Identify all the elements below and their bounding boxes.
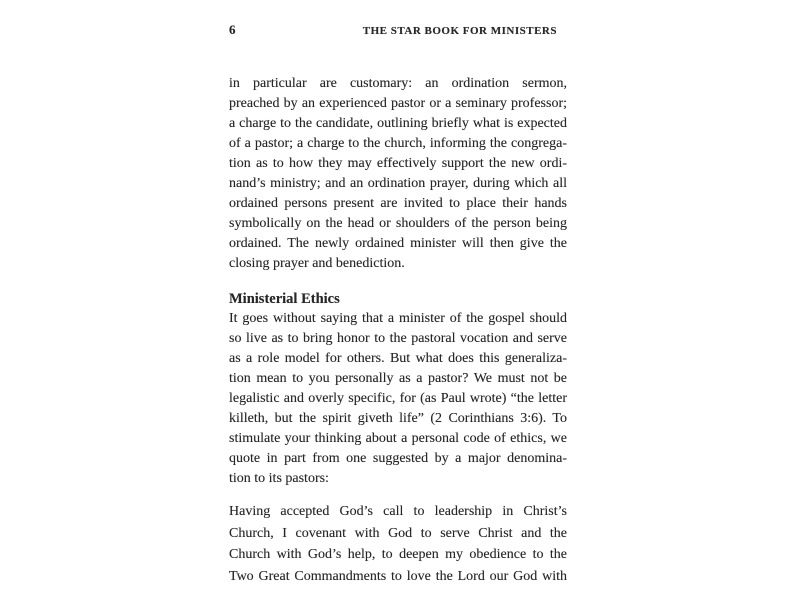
text-line: in particular are customary: an ordination sermon, bbox=[229, 76, 567, 91]
text-line: nand’s ministry; and an ordination prayer, during which all bbox=[229, 176, 567, 191]
body-text bbox=[229, 74, 567, 587]
text-line: preached by an experienced pastor or a seminary professor; bbox=[229, 96, 567, 111]
text-line: tion as to how they may effectively support the new ordi- bbox=[229, 156, 567, 171]
text-line: ordained. The newly ordained minister will then give the bbox=[229, 236, 567, 251]
page-number: 6 bbox=[229, 22, 236, 37]
text-block bbox=[229, 22, 567, 587]
text-line: quote in part from one suggested by a major denomina- bbox=[229, 451, 567, 466]
text-line: symbolically on the head or shoulders of the person being bbox=[229, 216, 567, 231]
text-line: legalistic and overly specific, for (as Paul wrote) “the letter bbox=[229, 391, 567, 406]
section-heading: Ministerial Ethics bbox=[229, 291, 340, 307]
text-line: Church with God’s help, to deepen my obedience to the bbox=[229, 547, 567, 562]
page-header bbox=[229, 22, 567, 37]
text-line: tion mean to you personally as a pastor? We must not be bbox=[229, 371, 567, 386]
paragraph-ministerial-ethics bbox=[229, 309, 567, 489]
text-line: stimulate your thinking about a personal code of ethics, we bbox=[229, 431, 567, 446]
text-line: closing prayer and benediction. bbox=[229, 256, 405, 271]
text-line: Church, I covenant with God to serve Christ and the bbox=[229, 525, 567, 541]
paragraph-ordination bbox=[229, 74, 567, 274]
text-line: Having accepted God’s call to leadership in Christ’s bbox=[229, 504, 567, 519]
text-line: so live as to bring honor to the pastoral vocation and serve bbox=[229, 331, 567, 346]
text-line: of a pastor; a charge to the church, informing the congrega- bbox=[229, 136, 567, 151]
running-head: THE STAR BOOK FOR MINISTERS bbox=[362, 25, 557, 37]
text-line: killeth, but the spirit giveth life” (2 Corinthians 3:6). To bbox=[229, 411, 567, 426]
covenant-quote bbox=[229, 501, 567, 587]
text-line: Two Great Commandments to love the Lord our God with bbox=[229, 568, 567, 584]
text-line: ordained persons present are invited to place their hands bbox=[229, 196, 567, 211]
text-line: It goes without saying that a minister of the gospel should bbox=[229, 311, 567, 326]
text-line: a charge to the candidate, outlining briefly what is expected bbox=[229, 116, 567, 131]
text-line: tion to its pastors: bbox=[229, 471, 329, 486]
text-line: as a role model for others. But what does this generaliza- bbox=[229, 351, 567, 366]
